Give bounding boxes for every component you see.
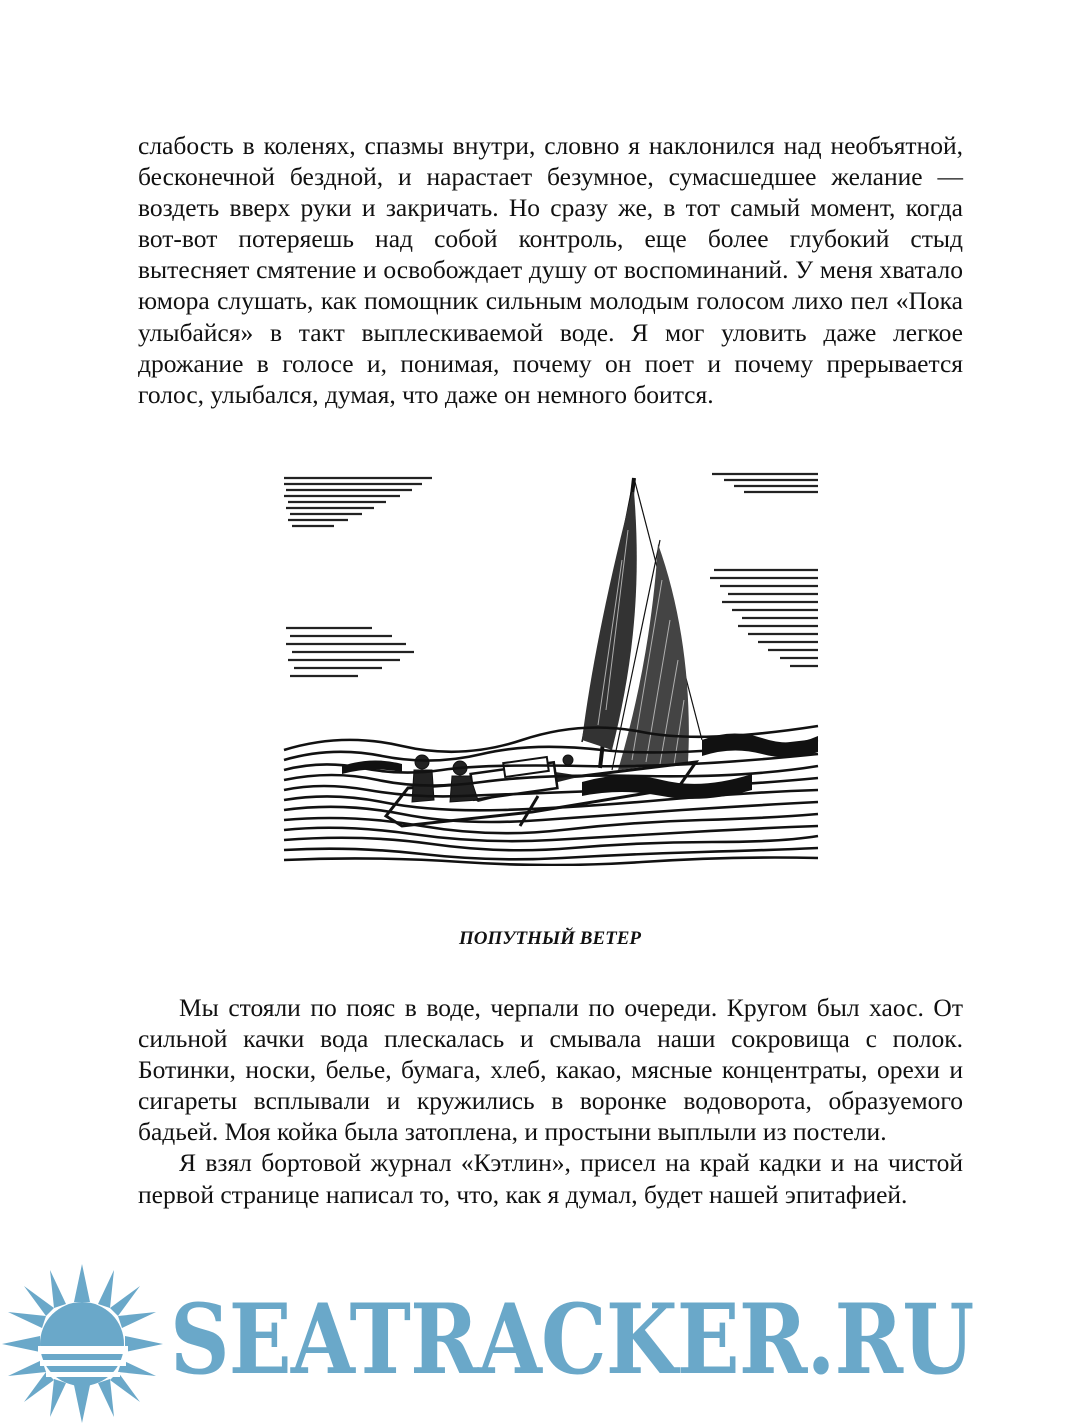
body-text-block <box>138 992 963 1210</box>
watermark-text: SEATRACKER.RU <box>170 1283 974 1396</box>
paragraph: Я взял бортовой журнал «Кэтлин», присел на край кадки и на чистой первой странице написал то, что, как я думал, будет нашей эпитафией. <box>138 1148 963 1209</box>
illustration-caption: ПОПУТНЫЙ ВЕТЕР <box>458 928 642 949</box>
paragraph: Мы стояли по пояс в воде, черпали по очереди. Кругом был хаос. От сильной качки вода плескалась и смывала наши сокровища с полок. Ботинки, носки, белье, бумага, хлеб, какао, мясные концентраты, орехи и сигареты всплывали и кружились в воронке водоворота, образуемого бадьей. Моя койка была затоплена, и простыни выплыли из постели. <box>138 993 963 1147</box>
top-paragraph-block <box>138 130 963 410</box>
sun-icon <box>0 1262 165 1425</box>
sailboat-illustration <box>282 470 820 866</box>
top-paragraph: слабость в коленях, спазмы внутри, словно я наклонился над необъятной, бесконечной бездной, и нарастает безумное, сумасшедшее желание — воздеть вверх руки и закричать. Но сразу же, в тот самый момент, когда вот-вот потеряешь над собой контроль, еще более глубокий стыд вытесняет смятение и освобождает душу от воспоминаний. У меня хватало юмора слушать, как помощник сильным молодым голосом лихо пел «Пока улыбайся» в такт выплескиваемой воде. Я мог уловить даже легкое дрожание в голосе и, понимая, почему он поет и почему прерывается голос, улыбался, думая, что даже он немного боится. <box>138 131 963 409</box>
watermark <box>0 1262 1080 1425</box>
